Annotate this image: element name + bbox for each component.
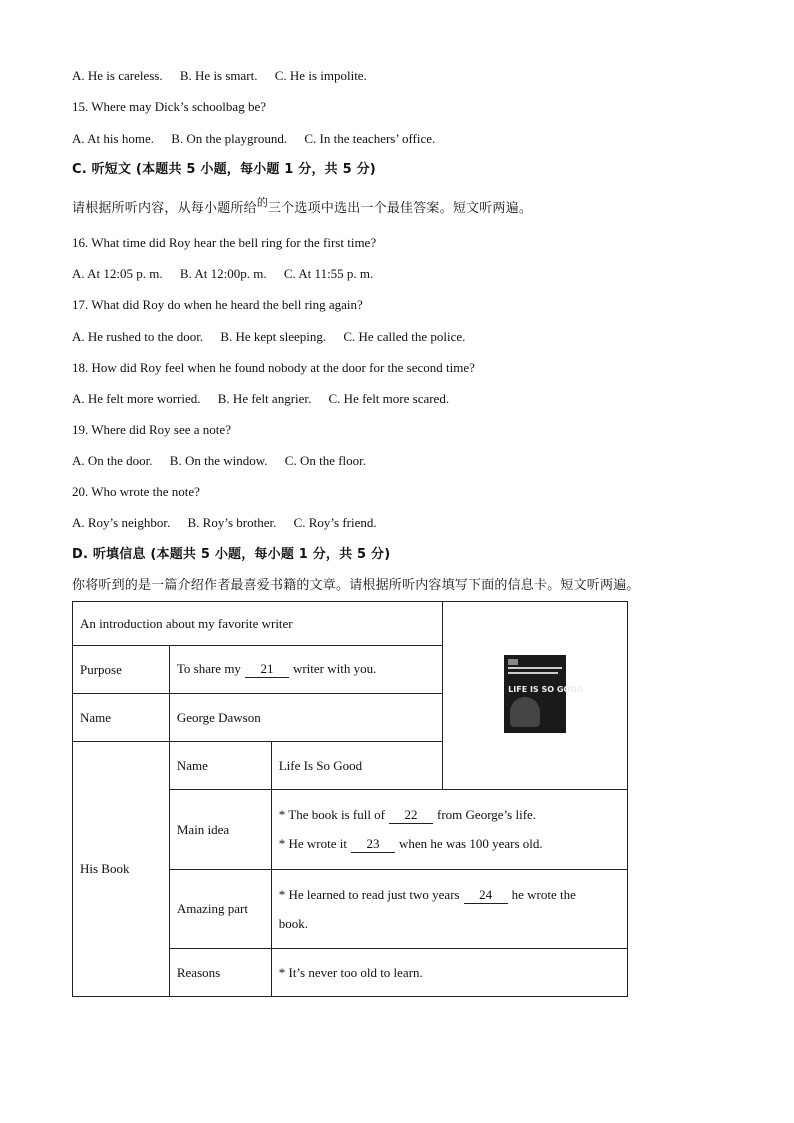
q18-option-b: B. He felt angrier. <box>217 391 312 406</box>
q18-question: 18. How did Roy feel when he found nobody at the door for the second time? <box>72 360 475 375</box>
blank-21: 21 <box>245 661 289 678</box>
q19-option-b: B. On the window. <box>169 453 268 468</box>
info-card-table <box>72 601 628 997</box>
q16-question: 16. What time did Roy hear the bell ring for the first time? <box>72 235 377 250</box>
q15-option-b: B. On the playground. <box>171 131 288 146</box>
q15-question: 15. Where may Dick’s schoolbag be? <box>72 99 266 114</box>
section-c-instruction-b: 三个选项中选出一个最佳答案。短文听两遍。 <box>268 201 533 216</box>
q20-question: 20. Who wrote the note? <box>72 484 200 499</box>
q20-option-a: A. Roy’s neighbor. <box>72 515 171 530</box>
blank-24: 24 <box>464 887 508 904</box>
q14-option-b: B. He is smart. <box>179 68 258 83</box>
main-idea-label: Main idea <box>169 790 271 870</box>
reasons-label: Reasons <box>169 949 271 997</box>
section-d-heading: D. 听填信息 (本题共 5 小题，每小题 1 分，共 5 分) <box>72 547 391 562</box>
q18-options <box>72 391 463 407</box>
q16-option-a: A. At 12:05 p. m. <box>72 266 163 281</box>
q20-option-b: B. Roy’s brother. <box>187 515 277 530</box>
q17-options <box>72 329 479 345</box>
name-value: George Dawson <box>169 694 442 742</box>
main-idea-value: * The book is full of 22 from George’s life. * He wrote it 23 when he was 100 years old. <box>271 790 627 870</box>
purpose-label: Purpose <box>73 646 170 694</box>
q20-options <box>72 515 391 531</box>
q19-option-c: C. On the floor. <box>284 453 367 468</box>
section-c-instruction <box>72 196 533 217</box>
q18-option-c: C. He felt more scared. <box>328 391 450 406</box>
reasons-value: * It’s never too old to learn. <box>271 949 627 997</box>
book-name-value: Life Is So Good <box>271 742 443 790</box>
name-label: Name <box>73 694 170 742</box>
book-cover-cell <box>443 602 628 790</box>
section-c-heading: C. 听短文 (本题共 5 小题，每小题 1 分，共 5 分) <box>72 162 376 177</box>
q14-options <box>72 68 381 84</box>
section-c-instruction-a: 请根据所听内容，从每小题所给 <box>72 201 257 216</box>
q17-option-a: A. He rushed to the door. <box>72 329 204 344</box>
book-cover-title: LIFE IS SO GOOD <box>508 684 584 694</box>
section-d-instruction: 你将听到的是一篇介绍作者最喜爱书籍的文章。请根据所听内容填写下面的信息卡。短文听两遍。 <box>72 578 640 593</box>
book-cover-flag <box>508 659 518 665</box>
q16-option-b: B. At 12:00p. m. <box>179 266 267 281</box>
q16-options <box>72 266 387 282</box>
q15-option-a: A. At his home. <box>72 131 154 146</box>
book-name-label: Name <box>169 742 271 790</box>
amazing-part-value: * He learned to read just two years 24 he wrote the book. <box>271 870 627 949</box>
q14-option-a: A. He is careless. <box>72 68 163 83</box>
book-cover-figure <box>510 697 540 727</box>
q19-options <box>72 453 380 469</box>
blank-23: 23 <box>351 836 395 853</box>
his-book-label: His Book <box>73 742 170 997</box>
q19-question: 19. Where did Roy see a note? <box>72 422 231 437</box>
q15-options <box>72 131 449 147</box>
q18-option-a: A. He felt more worried. <box>72 391 201 406</box>
q15-option-c: C. In the teachers’ office. <box>304 131 436 146</box>
q17-option-c: C. He called the police. <box>343 329 466 344</box>
q14-option-c: C. He is impolite. <box>274 68 367 83</box>
book-cover-image <box>504 655 584 733</box>
q19-option-a: A. On the door. <box>72 453 153 468</box>
blank-22: 22 <box>389 807 433 824</box>
amazing-part-label: Amazing part <box>169 870 271 949</box>
q17-question: 17. What did Roy do when he heard the bell ring again? <box>72 297 363 312</box>
q16-option-c: C. At 11:55 p. m. <box>283 266 374 281</box>
purpose-value: To share my 21 writer with you. <box>169 646 442 694</box>
q17-option-b: B. He kept sleeping. <box>220 329 327 344</box>
section-c-instruction-sup: 的 <box>256 196 269 209</box>
q20-option-c: C. Roy’s friend. <box>293 515 377 530</box>
card-title: An introduction about my favorite writer <box>73 602 443 646</box>
